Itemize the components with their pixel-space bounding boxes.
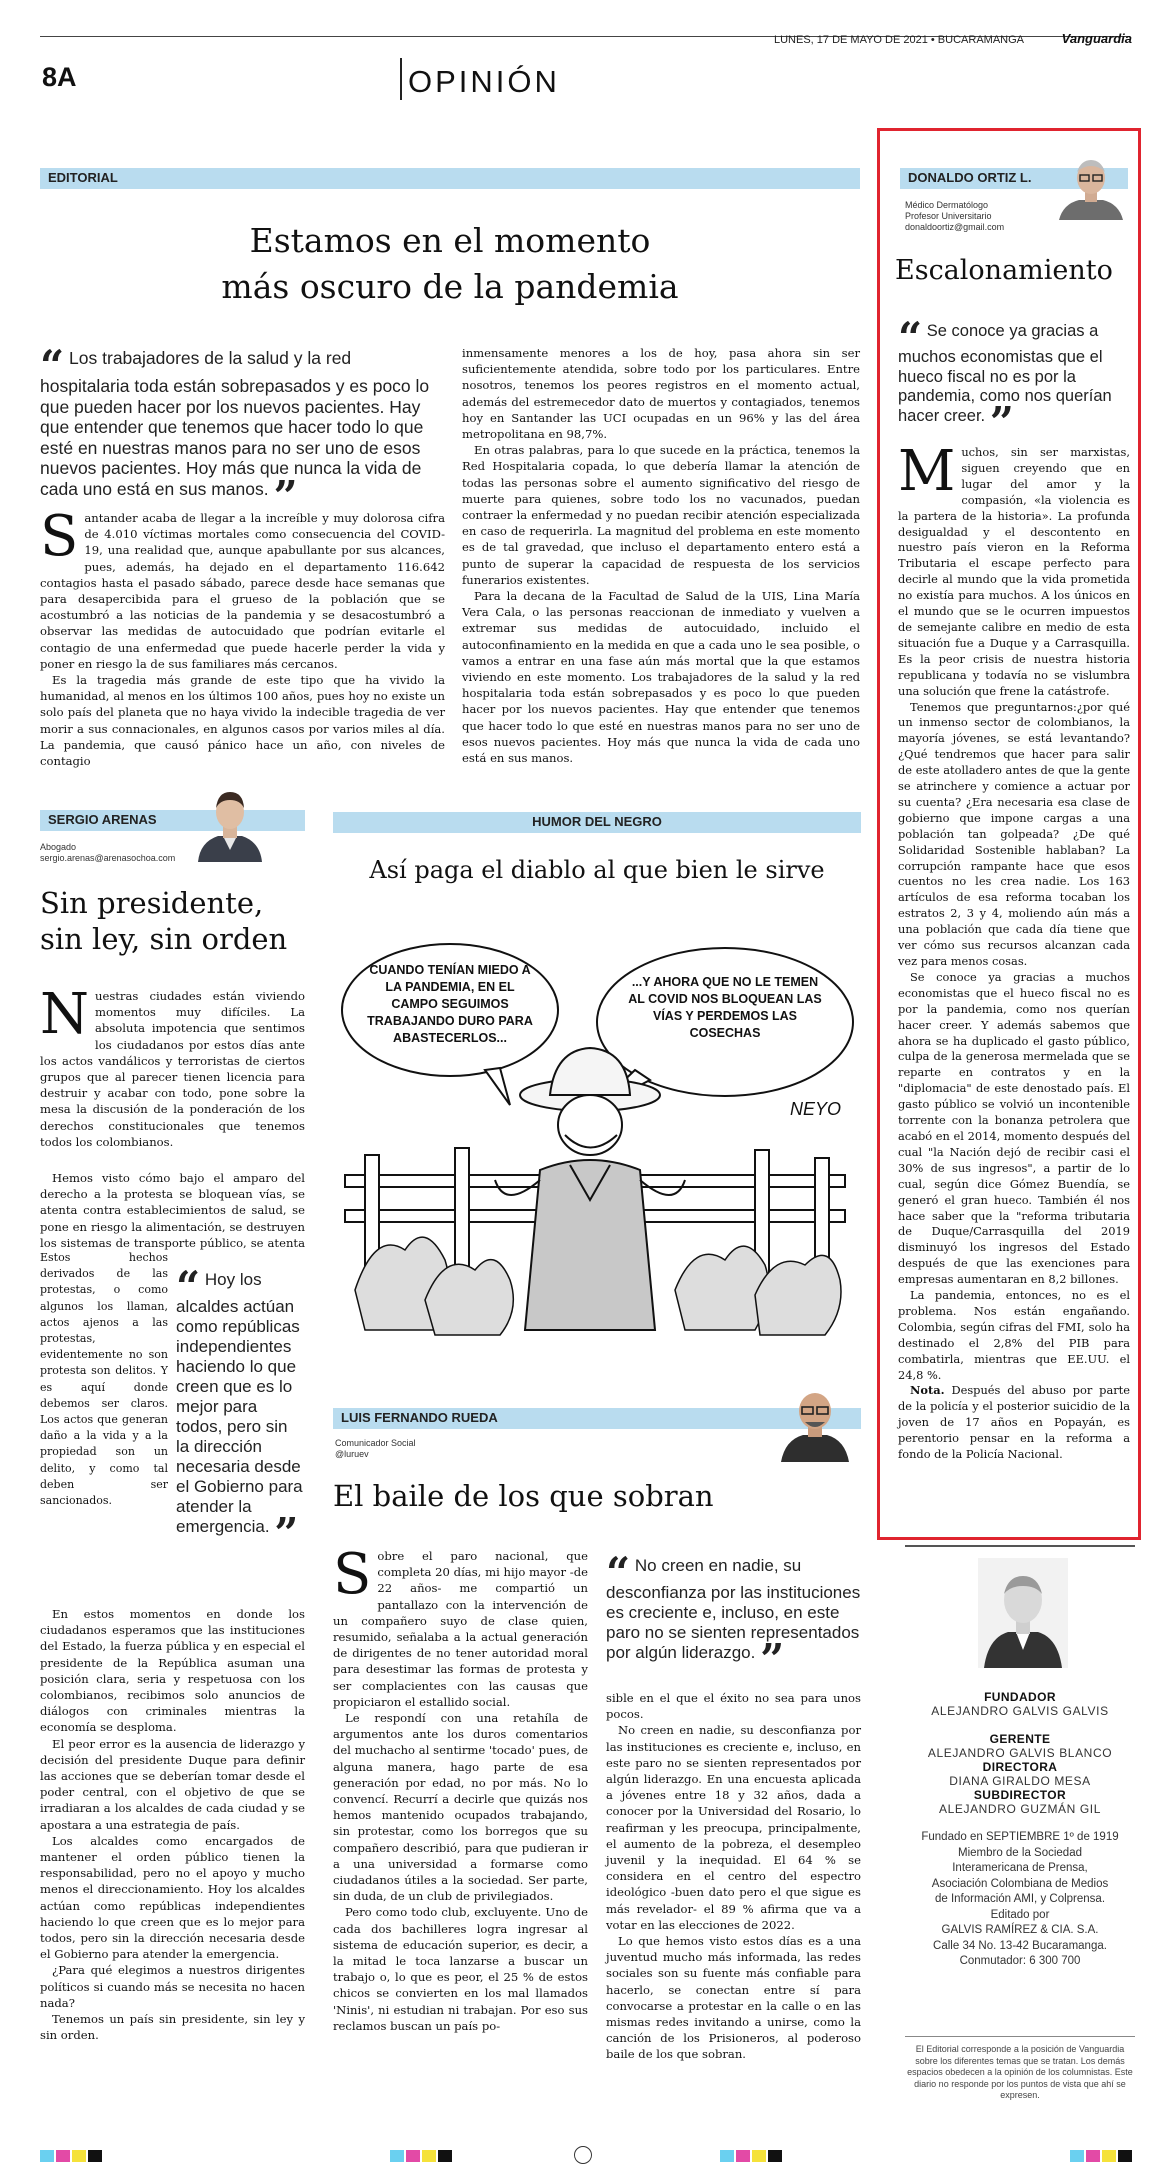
- registration-bar: [56, 2150, 70, 2162]
- donaldo-paragraph: Se conoce ya gracias a muchos economistas que el hueco fiscal no es por la pandemia, como nos querían hacer creer. Y además sabemos que ahora se ha duplicado el gasto público, culpa de la generosa mermelada que se reparte en contratos y en la "diplomacia" de este denostado país. El gasto público se volvió un incontenible torrente con la bonanza petrolera que acabó en el 2014, momento después del cual "la Nación dejó de recibir casi el 30% de sus ingresos", a partir de lo cual, según dice Gómez Buendía, se generó el gran hueco. También él nos hace saber que la "reforma tributaria de Duque/Carrasquilla del 2019 disminuyó los ingresos del Estado después de que las exenciones para empresas aumentaran en 8,2 billones.: [898, 969, 1130, 1287]
- donaldo-portrait: [1055, 150, 1127, 220]
- sergio-paragraph: uestras ciudades están viviendo momentos muy difíciles. La absoluta impotencia que sentimos los ciudadanos por estos días ante los actos vandálicos y terroristas de ciertos grupos que al parecer tienen licencia para destruir y acabar con todo, pone sobre la mesa la discusión de la ponderación de los derechos constitucionales que tenemos todos los colombianos.: [40, 989, 305, 1149]
- registration-bar: [736, 2150, 750, 2162]
- masthead-info: [900, 1830, 1140, 1970]
- registration-bar: [406, 2150, 420, 2162]
- masthead-info-line: Calle 34 No. 13-42 Bucaramanga.: [933, 1939, 1107, 1952]
- editorial-paragraph: antander acaba de llegar a la increíble y muy dolorosa cifra de 4.010 víctimas mortales como consecuencia del COVID-19, una realidad que, aunque apabullante por sus alcances, pues, además, ha dejado en el departamento 116.642 contagios hasta el pasado sábado, parece desde hace semanas que para desapercibida para el grueso de la población que se acostumbró a las noticias de la pandemia y se desacostumbró a observar las medidas de autocuidado que podrían evitarle el contagio de una enfermedad que puede hacerle perder la vida y poner en riesgo la de sus familiares más cercanos.: [40, 511, 445, 671]
- masthead-fundador: ALEJANDRO GALVIS GALVIS: [931, 1704, 1109, 1718]
- sergio-column-p2a: [40, 1170, 305, 1250]
- masthead-gerente: ALEJANDRO GALVIS BLANCO: [927, 1746, 1113, 1760]
- close-quote-icon: ”: [274, 1509, 299, 1558]
- donaldo-dropcap: M: [898, 439, 956, 504]
- registration-bar: [72, 2150, 86, 2162]
- sergio-paragraph: Los alcaldes como encargados de mantener el orden público tienen la responsabilidad, pero no el apoyo y mucho menos el direccionamiento. Hoy los alcaldes actúan como repúblicas independientes haciendo lo que creen que es lo mejor para todos, pero sin la dirección necesaria desde el Gobierno para atender la emergencia.: [40, 1833, 305, 1962]
- luis-paragraph: Le respondí con una retahíla de argumentos ante los duros comentarios del muchacho al sentirme 'tocado' pues, de alguna manera, hago parte de esa generación por edad, no por más. No lo convencí. Recurrí a decirle que quizás nos hemos mantenido ocupados trabajando, sin protestar, como los borregos que su compañero describió, para que pudieran ir a una universidad a formarse como ciudadanos útiles a la sociedad. Ser parte, sin duda, de un club de privilegiados.: [333, 1711, 588, 1904]
- donaldo-paragraph: uchos, sin ser marxistas, siguen creyendo que en lugar del amor y la compasión, «la violencia es la partera de la historia». La profunda desigualdad y el descontento en nuestro país vieron en la Reforma Tributaria el escape perfecto para decirle al mundo que la vida prometida no existía para muchos. A los únicos en el mundo que se le ocurren impuestos de semejante calibre en medio de esta situación fue a Duque y a Carrasquilla. Es la peor crisis de nuestra historia republicana y todavía no se vislumbra una solución que frene la catástrofe.: [898, 445, 1130, 698]
- sergio-name: SERGIO ARENAS: [48, 812, 157, 827]
- masthead-info-line: Interamericana de Prensa,: [952, 1862, 1088, 1874]
- editorial-label: EDITORIAL: [48, 170, 118, 185]
- luis-pullquote: [606, 1548, 861, 1684]
- close-quote-icon: ”: [760, 1635, 785, 1684]
- sergio-paragraph: Estos hechos derivados de las protestas, o como algunos los llaman, actos ajenos a las protestas, evidentemente no son protesta son delitos. Y es aquí donde debemos ser claros. Los actos que generan daño a la vida y a la propiedad son un delito, y como tal deben ser sancionados.: [40, 1251, 168, 1508]
- cartoon-signature: NEYO: [790, 1099, 842, 1119]
- luis-title: El baile de los que sobran: [333, 1479, 714, 1513]
- donaldo-role: Profesor Universitario: [905, 211, 992, 221]
- cartoon-bubble-1: CUANDO TENÍAN MIEDO A LA PANDEMIA, EN EL CAMPO SEGUIMOS TRABAJANDO DURO PARA ABASTECERLOS...: [367, 963, 533, 1045]
- sergio-paragraph: ¿Para qué elegimos a nuestros dirigentes políticos si cuando más se necesita no hacen nada?: [40, 1963, 305, 2010]
- editorial-paragraph: inmensamente menores a los de hoy, pasa ahora sin ser suficientemente atendida, sobre todo por los particulares. Entre nosotros, tenemos los peores registros en el momento actual, además del estremecedor dato de muertos y contagiados, tenemos hoy en Santander las UCI ocupadas en un 96% y las del área metropolitana en 98,7%.: [462, 346, 860, 442]
- donaldo-note-label: Nota.: [910, 1383, 945, 1398]
- cartoon-bubble-2: ...Y AHORA QUE NO LE TEMEN AL COVID NOS BLOQUEAN LAS VÍAS Y PERDEMOS LAS COSECHAS: [628, 975, 822, 1040]
- masthead-fundador-heading: FUNDADOR: [984, 1690, 1056, 1704]
- luis-column-1: [333, 1542, 588, 2034]
- sergio-column-bottom: [40, 1606, 305, 2043]
- luis-column-2: [606, 1690, 861, 2063]
- masthead-directora: DIANA GIRALDO MESA: [949, 1774, 1091, 1788]
- registration-bar: [1102, 2150, 1116, 2162]
- donaldo-email: donaldoortiz@gmail.com: [905, 222, 1005, 232]
- registration-bar: [1118, 2150, 1132, 2162]
- masthead-info-line: GALVIS RAMÍREZ & CIA. S.A.: [941, 1924, 1099, 1936]
- masthead: [900, 1690, 1140, 1970]
- section-title: OPINIÓN: [408, 64, 560, 99]
- luis-paragraph: obre el paro nacional, que completa 20 días, mi hijo mayor -de 22 años- me compartió un pantallazo con la intervención de un compañero suyo de clase quien, resumido, señalaba a la actual generación de dirigentes de no tener autoridad moral para desestimar las formas de protesta y ser complacientes con las causas que propiciaron el estallido social.: [333, 1549, 588, 1709]
- sergio-paragraph: Tenemos un país sin presidente, sin ley y sin orden.: [40, 2012, 305, 2043]
- sergio-column-narrow: [40, 1250, 168, 1570]
- registration-bar: [422, 2150, 436, 2162]
- sergio-column-top: [40, 982, 305, 1150]
- masthead-subdirector: ALEJANDRO GUZMÁN GIL: [938, 1802, 1102, 1816]
- sergio-email: sergio.arenas@arenasochoa.com: [40, 853, 176, 863]
- sergio-pullquote-text: Hoy los alcaldes actúan como repúblicas independientes haciendo lo que creen que es lo mejor para todos, pero sin la dirección necesaria desde el Gobierno para atender la emergencia.: [176, 1270, 303, 1536]
- registration-bar: [720, 2150, 734, 2162]
- editorial-pullquote-text: Los trabajadores de la salud y la red hospitalaria toda están sobrepasados y es poco lo que pueden hacer por los nuevos pacientes. Hay que entender que tenemos que hacer todo lo que esté en nuestras manos para no ser uno de esos nuevos pacientes. Hoy más que nunca la vida de cada uno está en sus manos.: [40, 348, 430, 499]
- masthead-disclaimer: El Editorial corresponde a la posición de Vanguardia sobre los diferentes temas que se tratan. Los demás espacios obedecen a la opinión de los columnistas. Este diario no responde por los puntos de vista que ahí se expresen.: [907, 2044, 1133, 2100]
- luis-dropcap: S: [333, 1542, 372, 1607]
- luis-handle: @luruev: [335, 1449, 369, 1459]
- luis-paragraph: sible en el que el éxito no sea para unos pocos.: [606, 1691, 861, 1722]
- editorial-column-2: [462, 345, 860, 766]
- open-quote-icon: “: [40, 341, 65, 390]
- editorial-title-line2: más oscuro de la pandemia: [221, 267, 679, 306]
- open-quote-icon: “: [606, 1548, 631, 1597]
- masthead-info-line: de Información AMI, y Colprensa.: [934, 1893, 1106, 1905]
- editorial-column-1: [40, 504, 445, 769]
- donaldo-pullquote: [898, 313, 1130, 447]
- masthead-info-line: Asociación Colombiana de Medios: [931, 1877, 1109, 1890]
- luis-paragraph: Pero como todo club, excluyente. Uno de cada dos bachilleres logra ingresar al sistema de educación superior, es decir, a la mitad le toca lanzarse a buscar un trabajo o, lo que es peor, el 25 % de estos chicos se convierten en los mal llamados 'Ninis', ni estudian ni trabajan. Por eso sus reclamos buscan un país po-: [333, 1905, 588, 2033]
- masthead-info-line: Editado por: [990, 1908, 1050, 1921]
- close-quote-icon: ”: [989, 397, 1014, 447]
- editorial-dropcap: S: [40, 504, 79, 569]
- cartoon-illustration: [335, 930, 855, 1350]
- open-quote-icon: “: [176, 1262, 201, 1311]
- close-quote-icon: ”: [273, 471, 298, 521]
- masthead-subdirector-heading: SUBDIRECTOR: [973, 1788, 1067, 1802]
- founder-portrait: [978, 1558, 1068, 1668]
- date-line: LUNES, 17 DE MAYO DE 2021 • BUCARAMANGA: [773, 34, 1024, 46]
- sergio-portrait: [190, 780, 270, 862]
- editorial-paragraph: Es la tragedia más grande de este tipo que ha vivido la humanidad, al menos en los últimos 100 años, pues hoy no existe un solo país del planeta que no haya vivido la indecible tragedia de ver morir a sus connacionales, en algunos casos por varios miles al día. La pandemia, que causó pánico hace un año, con niveles de contagio: [40, 673, 445, 769]
- luis-paragraph: Lo que hemos visto estos días es a una juventud mucho más informada, las redes sociales son su fuente más confiable para hacerlo, se conectan entre sí para convocarse a protestar en la calle o en las mismas redes invitando a unirse, como la canción de los Prisioneros, al poderoso baile de los que sobran.: [606, 1934, 861, 2062]
- sergio-title: Sin presidente, sin ley, sin orden: [40, 886, 288, 956]
- masthead-info-line: Miembro de la Sociedad: [957, 1846, 1082, 1859]
- sergio-pullquote: [176, 1262, 304, 1558]
- donaldo-column: [898, 439, 1130, 1463]
- masthead-directora-heading: DIRECTORA: [982, 1760, 1058, 1774]
- editorial-title: [140, 218, 760, 310]
- registration-bar: [88, 2150, 102, 2162]
- humor-label: HUMOR DEL NEGRO: [532, 814, 662, 829]
- donaldo-pullquote-text: Se conoce ya gracias a muchos economistas que el hueco fiscal no es por la pandemia, como nos querían hacer creer.: [898, 322, 1112, 425]
- masthead-rule: [905, 1545, 1135, 1547]
- donaldo-role: Médico Dermatólogo: [905, 200, 989, 210]
- masthead-gerente-heading: GERENTE: [989, 1732, 1051, 1746]
- section-divider: [400, 58, 402, 100]
- editorial-pullquote: [40, 341, 445, 521]
- page-number: 8A: [42, 62, 77, 92]
- editorial-title-line1: Estamos en el momento: [249, 221, 651, 260]
- editorial-paragraph: En otras palabras, para lo que sucede en la práctica, tenemos la Red Hospitalaria copada, lo que debería llamar la atención de todas las personas sobre el aumento significativo del riesgo de muerte para quienes, sobre todo los no vacunados, puedan contraer la enfermedad y no puedan recibir atención especializada en caso de requerirla. La magnitud del problema en este momento es de tal gravedad, que incluso el departamento entero está a punto de superar la capacidad de respuesta de los servicios funerarios existentes.: [462, 443, 860, 587]
- registration-mark-icon: [574, 2146, 592, 2164]
- registration-bar: [752, 2150, 766, 2162]
- sergio-role: Abogado: [40, 842, 77, 852]
- donaldo-byline: [905, 200, 1004, 233]
- donaldo-title: Escalonamiento: [895, 255, 1113, 286]
- masthead-info-line: Conmutador: 6 300 700: [959, 1955, 1081, 1967]
- registration-bar: [1070, 2150, 1084, 2162]
- brand-logo: Vanguardia: [1061, 31, 1132, 46]
- masthead-rule-2: [905, 2036, 1135, 2037]
- registration-bar: [1086, 2150, 1100, 2162]
- sergio-paragraph: El peor error es la ausencia de liderazgo y decisión del presidente Duque para definir las acciones que se deberían tomar desde el poder central, con el objetivo de que se irradiaran a los alcaldes de cada ciudad y se apostara a una estrategia de país.: [40, 1736, 305, 1832]
- donaldo-paragraph: Después del abuso por parte de la policía y el posterior suicidio de la joven de 17 años en Popayán, es perentorio pensar en la reforma a fondo de la Policía Nacional.: [898, 1383, 1130, 1462]
- luis-portrait: [775, 1380, 855, 1462]
- sergio-paragraph: Hemos visto cómo bajo el amparo del derecho a la protesta se bloquean vías, se atenta contra establecimientos de salud, se pone en riesgo la alimentación, se destruyen los sistemas de transporte público, se atenta: [40, 1171, 305, 1250]
- editorial-label-bar: [40, 168, 860, 189]
- open-quote-icon: “: [898, 313, 923, 362]
- luis-pullquote-text: No creen en nadie, su desconfianza por las instituciones es creciente e, incluso, en este paro no se sienten representados por algún liderazgo.: [606, 1556, 861, 1662]
- donaldo-paragraph: Tenemos que preguntarnos:¿por qué un inmenso sector de colombianos, la mayoría jóvenes, se está levantando? ¿Qué tendremos que hacer para salir de este atolladero antes de que la gente se atrinchere y comience a actuar por su cuenta? ¿Era necesaria esa clase de gobierno que impone cargas a una población tan golpeada? ¿De qué Solidaridad Sostenible hablaban? La corrupción rampante hace que esos cuentos no les crea nadie. Los 163 artículos de esa reforma tocaban los estratos 2, 3 y 4, moliendo aún más a una población que cada día tiene que ver cómo sus recursos alcanzan cada vez para menos cosas.: [898, 699, 1130, 968]
- donaldo-paragraph: La pandemia, entonces, no es el problema. Nos están engañando. Colombia, según cifras del FMI, solo ha destinado el 2,8% del PIB para combatirla, mientras que EE.UU. el 24,8 %.: [898, 1288, 1130, 1382]
- humor-title: Así paga el diablo al que bien le sirve: [369, 856, 825, 884]
- registration-bar: [768, 2150, 782, 2162]
- sergio-paragraph: En estos momentos en donde los ciudadanos esperamos que las instituciones del Estado, la fuerza pública y en especial el presidente de la República asuman una posición clara, seria y respetuosa con los colombianos, recibimos solo anuncios de diálogos con criminales mientras la economía se desploma.: [40, 1607, 305, 1735]
- editorial-paragraph: Para la decana de la Facultad de Salud de la UIS, Lina María Vera Cala, o las personas reaccionan de inmediato y vuelven a extremar sus medidas de autocuidado, incluido el autoconfinamiento en la medida en que a cada uno le sea posible, o vamos a entrar en una fase aún más mortal que la que estamos viviendo en este momento. Los trabajadores de la salud y la red hospitalaria toda están sobrepasados y es poco lo que pueden hacer por los nuevos pacientes. Hay que entender que tenemos que hacer todo lo que esté en nuestras manos para no ser uno de esos nuevos pacientes. Hoy más que nunca la vida de cada uno está en sus manos.: [462, 589, 860, 766]
- luis-paragraph: No creen en nadie, su desconfianza por las instituciones es creciente e, incluso, en este paro no se sienten representados por algún liderazgo. En una encuesta aplicada a jóvenes entre 18 y 32 años, dada a conocer por la Universidad del Rosario, lo reafirman y les preocupa, principalmente, el aumento de la pobreza, el desempleo juvenil y la inequidad. El 64 % se considera en el centro del espectro ideológico -buen dato pero el que sigue es más revelador- el 89 % afirma que va a votar en las elecciones de 2022.: [606, 1723, 861, 1932]
- donaldo-name: DONALDO ORTIZ L.: [908, 170, 1032, 185]
- humor-label-bar: [333, 812, 861, 833]
- registration-bar: [390, 2150, 404, 2162]
- luis-byline: [335, 1438, 416, 1460]
- masthead-info-line: Fundado en SEPTIEMBRE 1º de 1919: [921, 1831, 1119, 1843]
- sergio-byline: [40, 842, 175, 864]
- registration-bar: [438, 2150, 452, 2162]
- registration-bar: [40, 2150, 54, 2162]
- sergio-dropcap: N: [40, 982, 89, 1047]
- luis-role: Comunicador Social: [335, 1438, 416, 1448]
- luis-name: LUIS FERNANDO RUEDA: [341, 1410, 498, 1425]
